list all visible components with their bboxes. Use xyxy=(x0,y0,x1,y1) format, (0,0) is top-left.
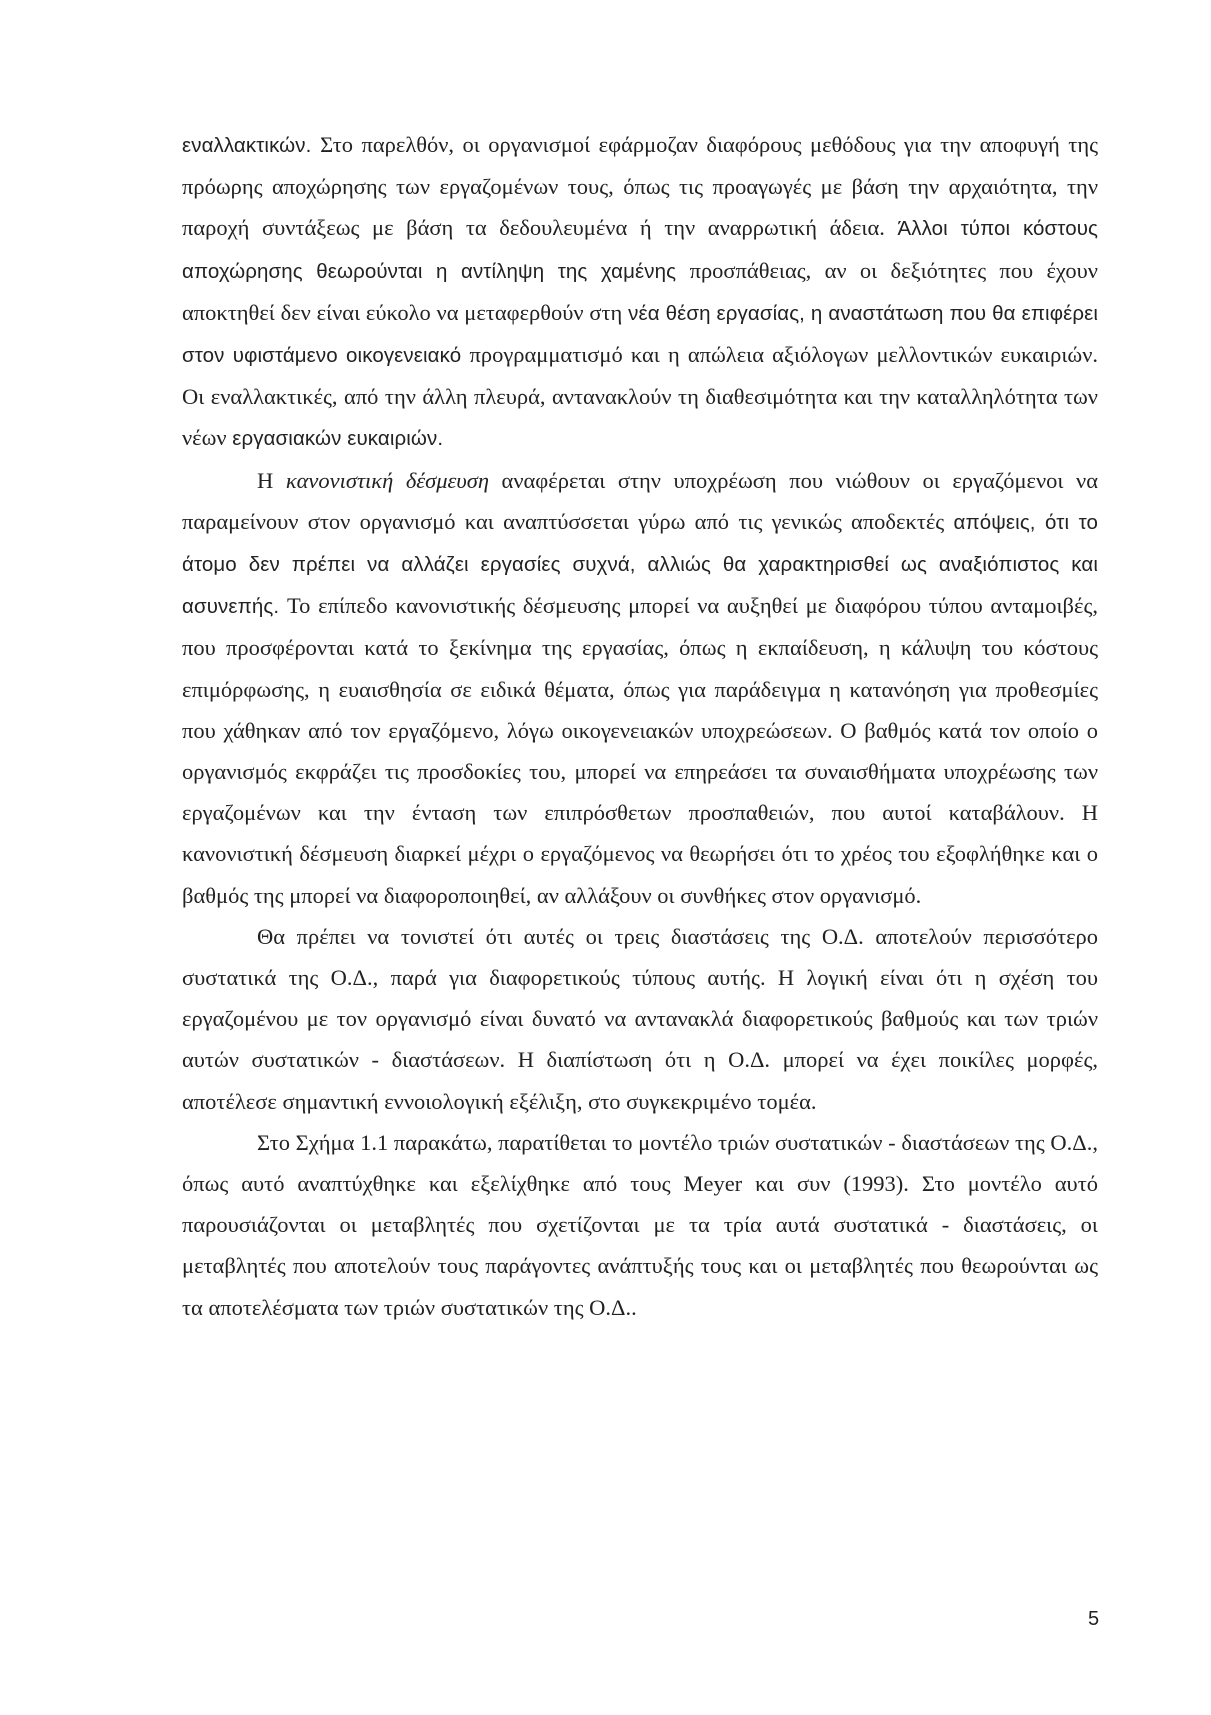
text-span: εργασιακών ευκαιριών. xyxy=(232,427,444,451)
text-span: προγραμματισμό και η απώλεια αξιόλογων μελλοντικών ευκαιριών. Οι εναλλακτικές, από την άλλη πλευρά, αντανακλούν τη διαθεσιμότητα και την καταλληλότητα των νέων xyxy=(182,342,1099,451)
text-span: προσπάθειας, αν οι δεξιότητες που έχουν αποκτηθεί δεν είναι εύκολο να μεταφερθούν στη xyxy=(182,257,1098,325)
emphasis-term: κανονιστική δέσμευση xyxy=(285,467,489,493)
text-span: Η xyxy=(257,467,286,493)
text-span: αναφέρεται στην υποχρέωση που νιώθουν οι εργαζόμενοι να παραμείνουν στον οργανισμό και αναπτύσσεται γύρω από τις γενικώς αποδεκτές xyxy=(182,467,1099,534)
text-span: νέα θέση εργασίας, η αναστάτωση που θα επιφέρει στον υφιστάμενο οικογενειακό xyxy=(182,301,1098,368)
paragraph-2 xyxy=(182,460,1098,916)
text-span: Το επίπεδο κανονιστικής δέσμευσης μπορεί να αυξηθεί με διαφόρου τύπου ανταμοιβές, που προσφέρονται κατά το ξεκίνημα της εργασίας, όπως η εκπαίδευση, η κάλυψη του κόστους επιμόρφωσης, η ευαισθησία σε ειδικά θέματα, όπως για παράδειγμα η κατανόηση για προθεσμίες που χάθηκαν από τον εργαζόμενο, λόγω οικογενειακών υποχρεώσεων. Ο βαθμός κατά τον οποίο ο οργανισμός εκφράζει τις προσδοκίες του, μπορεί να επηρεάσει τα συναισθήματα υποχρέωσης των εργαζομένων και την ένταση των επιπρόσθετων προσπαθειών, που αυτοί καταβάλουν. Η κανονιστική δέσμευση διαρκεί μέχρι ο εργαζόμενος να θεωρήσει ότι το χρέος του εξοφλήθηκε και ο βαθμός της μπορεί να διαφοροποιηθεί, αν αλλάξουν οι συνθήκες στον οργανισμό. xyxy=(182,593,1098,908)
body-text xyxy=(182,124,1098,1328)
paragraph-3 xyxy=(182,916,1098,1122)
text-span: εναλλακτικών. xyxy=(182,134,321,157)
paragraph-1 xyxy=(182,124,1098,460)
text-span: Στο παρελθόν, οι οργανισμοί εφάρμοζαν διαφόρους μεθόδους για την αποφυγή της πρόωρης αποχώρησης των εργαζομένων τους, όπως τις προαγωγές με βάση την αρχαιότητα, την παροχή συντάξεως με βάση τα δεδουλευμένα ή την αναρρωτική άδεια. xyxy=(182,132,1098,241)
text-span: απόψεις, ότι το άτομο δεν πρέπει να αλλάζει εργασίες συχνά, αλλιώς θα χαρακτηρισθεί ως αναξιόπιστος και ασυνεπής. xyxy=(182,510,1098,619)
text-span: Θα πρέπει να τονιστεί ότι αυτές οι τρεις διαστάσεις της Ο.Δ. αποτελούν περισσότερο συστατικά της Ο.Δ., παρά για διαφορετικούς τύπους αυτής. Η λογική είναι ότι η σχέση του εργαζομένου με τον οργανισμό είναι δυνατό να αντανακλά διαφορετικούς βαθμούς και των τριών αυτών συστατικών - διαστάσεων. Η διαπίστωση ότι η Ο.Δ. μπορεί να έχει ποικίλες μορφές, αποτέλεσε σημαντική εννοιολογική εξέλιξη, στο συγκεκριμένο τομέα. xyxy=(182,923,1098,1114)
paragraph-4 xyxy=(182,1122,1098,1328)
text-span: Άλλοι τύποι κόστους αποχώρησης θεωρούνται η αντίληψη της χαμένης xyxy=(182,217,1098,283)
page-number: 5 xyxy=(1088,1608,1100,1630)
text-span: Στο Σχήμα 1.1 παρακάτω, παρατίθεται το μοντέλο τριών συστατικών - διαστάσεων της Ο.Δ., όπως αυτό αναπτύχθηκε και εξελίχθηκε από τους Meyer και συν (1993). Στο μοντέλο αυτό παρουσιάζονται οι μεταβλητές που σχετίζονται με τα τρία αυτά συστατικά - διαστάσεις, οι μεταβλητές που αποτελούν τους παράγοντες ανάπτυξής τους και οι μεταβλητές που θεωρούνται ως τα αποτελέσματα των τριών συστατικών της Ο.Δ.. xyxy=(182,1129,1098,1320)
